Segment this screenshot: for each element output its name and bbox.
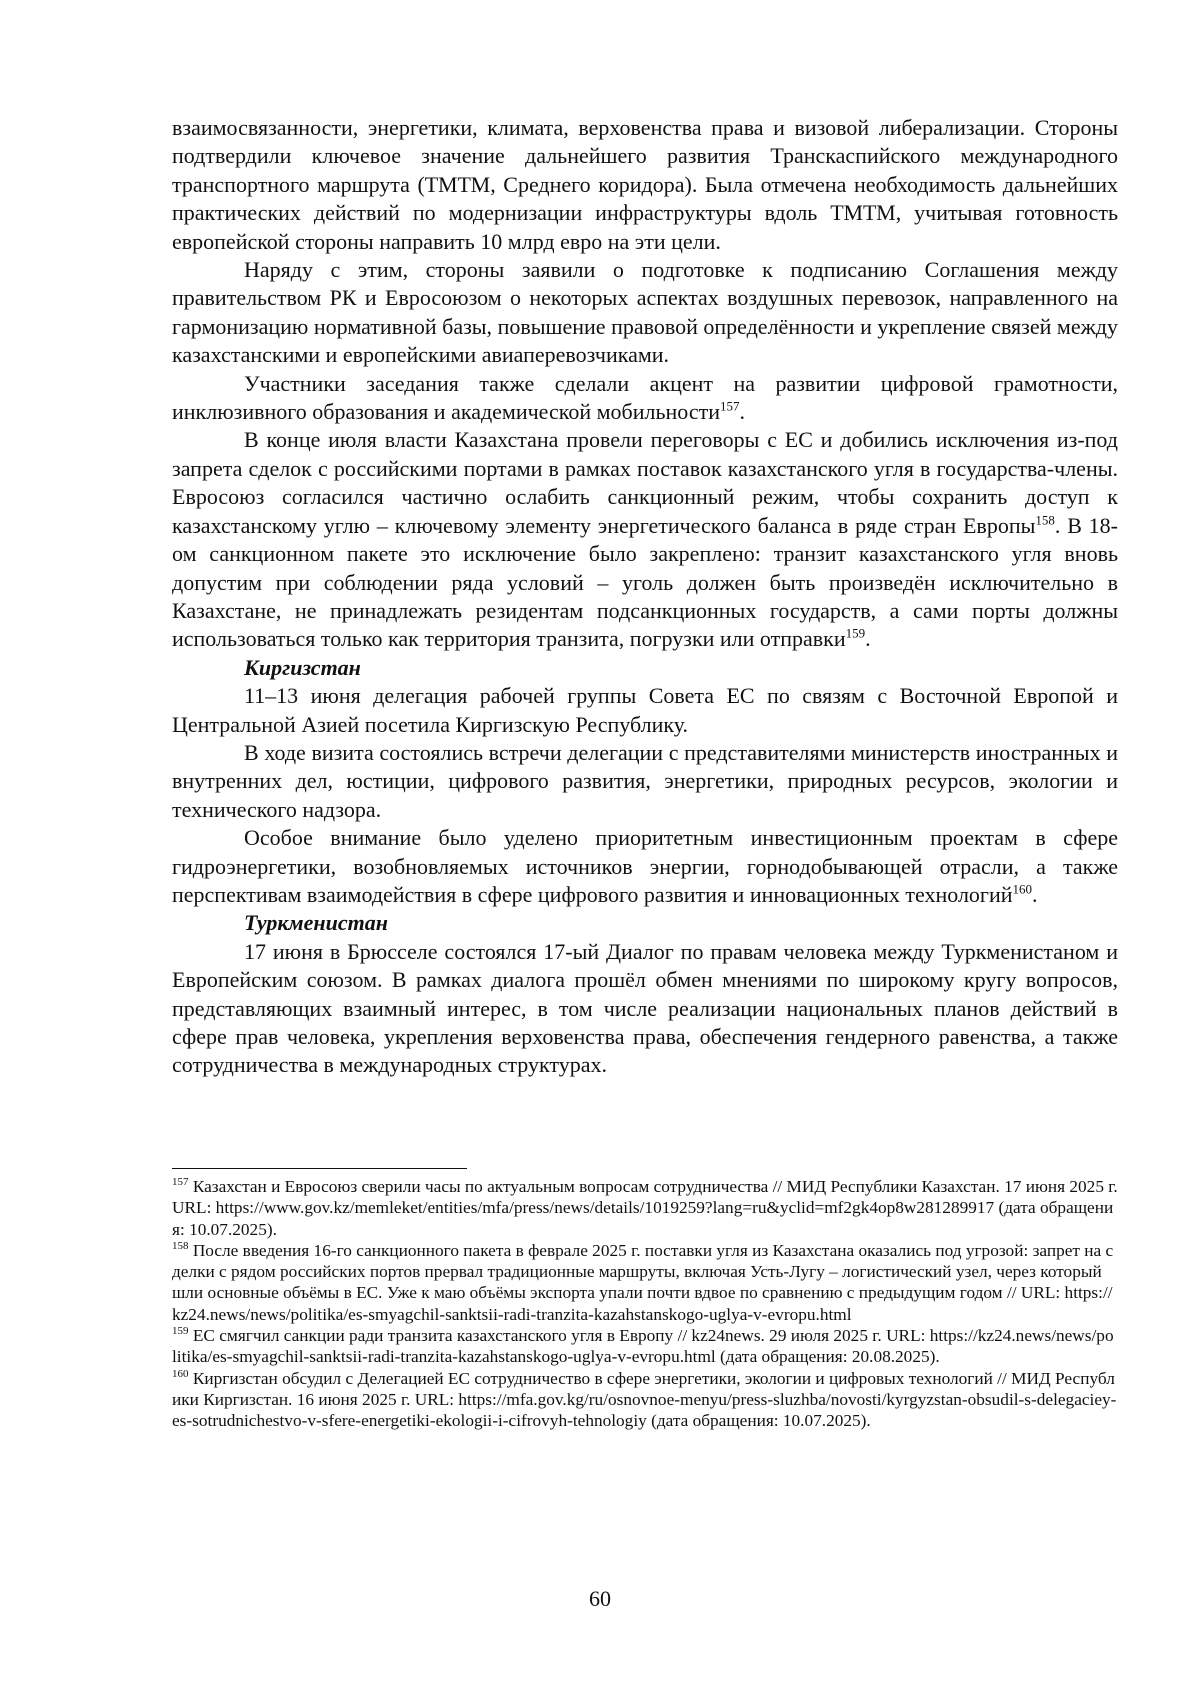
- footnote-159: [172, 1325, 1118, 1368]
- footnote-number: 160: [172, 1367, 189, 1380]
- paragraph-human-rights-dialogue: 17 июня в Брюсселе состоялся 17-ый Диалог по правам человека между Туркменистаном и Европейским союзом. В рамках диалога прошёл обмен мнениями по широкому кругу вопросов, представляющих взаимный интерес, в том числе реализации национальных планов действий в сфере прав человека, укрепления верховенства права, обеспечения гендерного равенства, а также сотрудничества в международных структурах.: [172, 938, 1118, 1078]
- footnote-number: 158: [172, 1240, 189, 1253]
- section-heading-turkmenistan: Туркменистан: [244, 910, 388, 936]
- footnote-separator: [172, 1168, 467, 1169]
- footnotes: [172, 1176, 1118, 1432]
- paragraph-delegation-visit: 11–13 июня делегация рабочей группы Совета ЕС по связям с Восточной Европой и Центральной Азией посетила Киргизскую Республику.: [172, 683, 1118, 737]
- footnote-ref-157[interactable]: 157: [719, 398, 740, 414]
- paragraph-air-agreement: Наряду с этим, стороны заявили о подготовке к подписанию Соглашения между правительством РК и Евросоюзом о некоторых аспектах воздушных перевозок, направленного на гармонизацию нормативной базы, повышение правовой определённости и укрепление связей между казахстанскими и европейскими авиаперевозчиками.: [172, 257, 1118, 368]
- paragraph-digital-literacy: Участники заседания также сделали акцент на развитии цифровой грамотности, инклюзивного образования и академической мобильности$^{157}$.: [172, 370, 1118, 425]
- page-number: 60: [589, 1586, 611, 1611]
- footnote-160: [172, 1368, 1118, 1432]
- footnote-ref-160[interactable]: 160: [1012, 881, 1033, 897]
- section-heading-kyrgyzstan: Киргизстан: [244, 654, 361, 680]
- footnote-text: ЕС смягчил санкции ради транзита казахстанского угля в Европу // kz24news. 29 июля 2025 г. URL: https://kz24.news/news/politika/es-smyagchil-sanktsii-radi-tranzita-kazahstanskogo-uglya-v-evropu.html (дата обращения: 20.08.2025).: [172, 1326, 1114, 1367]
- footnote-number: 157: [172, 1176, 189, 1189]
- footnote-157: [172, 1176, 1118, 1240]
- body-text: [172, 114, 1118, 1080]
- paragraph-coal-transit: В конце июля власти Казахстана провели переговоры с ЕС и добились исключения из-под запрета сделок с российскими портами в рамках поставок казахстанского угля в государства-члены. Евросоюз согласился частично ослабить санкционный режим, чтобы сохранить доступ к казахстанскому углю – ключевому элементу энергетического баланса в ряде стран Европы$^{158}$. В 18-ом санкционном пакете это исключение было закреплено: транзит казахстанского угля вновь допустим при соблюдении ряда условий – уголь должен быть произведён исключительно в Казахстане, не принадлежать резидентам подсанкционных государств, а сами порты должны использоваться только как территория транзита, погрузки или отправки$^{159}$.: [172, 427, 1118, 652]
- paragraph-ministry-meetings: В ходе визита состоялись встречи делегации с представителями министерств иностранных и внутренних дел, юстиции, цифрового развития, энергетики, природных ресурсов, экологии и технического надзора.: [172, 739, 1118, 822]
- footnote-text: Казахстан и Евросоюз сверили часы по актуальным вопросам сотрудничества // МИД Республики Казахстан. 17 июня 2025 г. URL: https://www.gov.kz/memleket/entities/mfa/press/news/details/1019259?lang=ru&yclid=mf2gk4op8w281289917 (дата обращения: 10.07.2025).: [172, 1177, 1118, 1239]
- footnote-number: 159: [172, 1325, 189, 1338]
- footnote-text: После введения 16-го санкционного пакета в феврале 2025 г. поставки угля из Казахстана оказались под угрозой: запрет на сделки с рядом российских портов прервал традиционные маршруты, включая Усть-Лугу – логистический узел, через который шли основные объёмы в ЕС. Уже к маю объёмы экспорта упали почти вдвое по сравнению с предыдущим годом // URL: https://kz24.news/news/politika/es-smyagchil-sanktsii-radi-tranzita-kazahstanskogo-uglya-v-evropu.html: [172, 1240, 1114, 1324]
- paragraph-investment-projects: Особое внимание было уделено приоритетным инвестиционным проектам в сфере гидроэнергетики, возобновляемых источников энергии, горнодобывающей отрасли, а также перспективам взаимодействия в сфере цифрового развития и инновационных технологий$^{160}$.: [172, 825, 1118, 907]
- footnote-158: [172, 1240, 1118, 1325]
- footnote-ref-158[interactable]: 158: [1035, 512, 1055, 528]
- footnote-ref-159[interactable]: 159: [845, 625, 866, 641]
- paragraph-continuation: взаимосвязанности, энергетики, климата, верховенства права и визовой либерализации. Стороны подтвердили ключевое значение дальнейшего развития Транскаспийского международного транспортного маршрута (ТМТМ, Среднего коридора). Была отмечена необходимость дальнейших практических действий по модернизации инфраструктуры вдоль ТМТМ, учитывая готовность европейской стороны направить 10 млрд евро на эти цели.: [172, 115, 1118, 254]
- footnote-text: Киргизстан обсудил с Делегацией ЕС сотрудничество в сфере энергетики, экологии и цифровых технологий // МИД Республики Киргизстан. 16 июня 2025 г. URL: https://mfa.gov.kg/ru/osnovnoe-menyu/press-sluzhba/novosti/kyrgyzstan-obsudil-s-delegaciey-es-sotrudnichestvo-v-sfere-energetiki-ekologii-i-cifrovyh-tehnologiy (дата обращения: 10.07.2025).: [172, 1368, 1117, 1431]
